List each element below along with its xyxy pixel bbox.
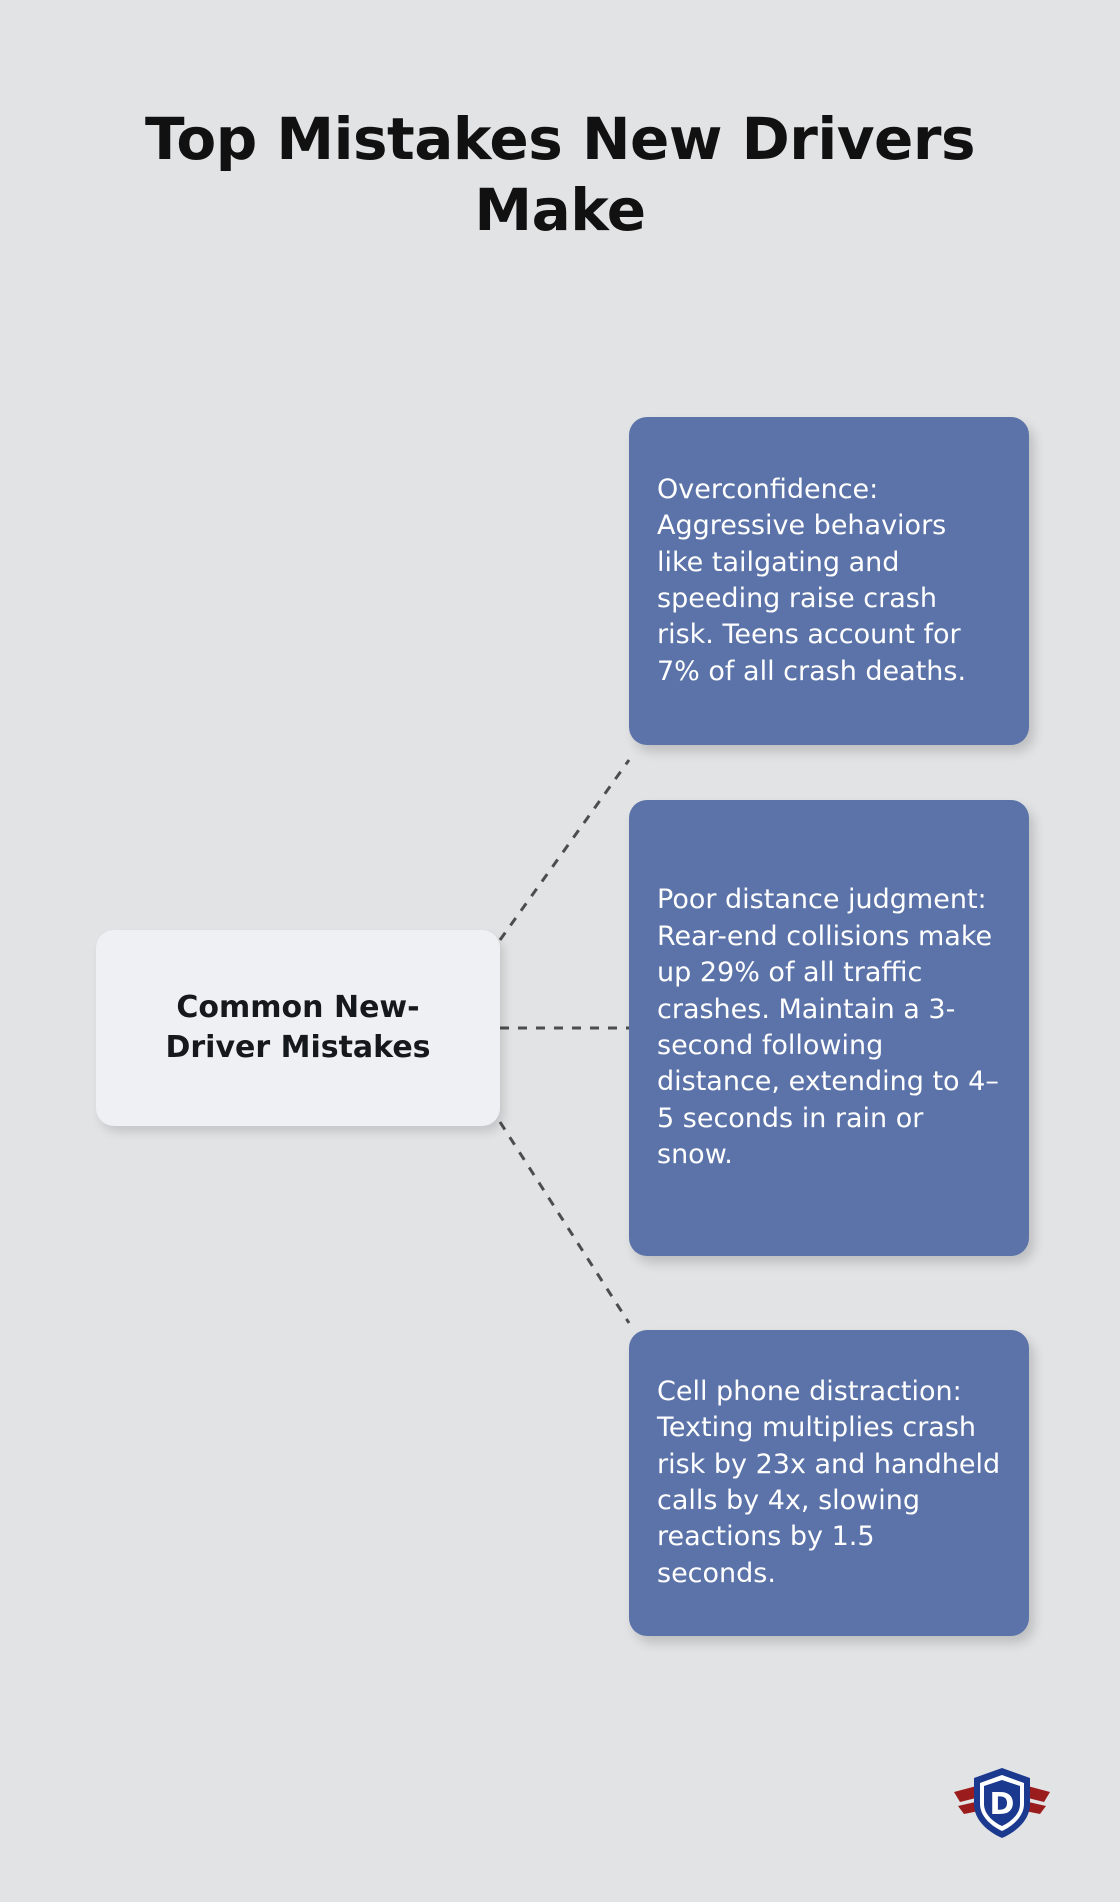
branch-node-text: Overconfidence: Aggressive behaviors like tailgating and speeding raise crash risk. Teens account for 7% of all crash deaths. [657, 473, 967, 687]
page-title: Top Mistakes New Drivers Make [144, 105, 976, 244]
branch-node-poor-distance-judgment[interactable] [629, 800, 1029, 1256]
root-node-label: Common New-Driver Mistakes [165, 990, 431, 1065]
connector-root-to-branch-0 [500, 760, 629, 940]
connector-root-to-branch-2 [500, 1122, 629, 1323]
branch-node-overconfidence[interactable] [629, 417, 1029, 745]
driver-shield-wings-logo [950, 1762, 1054, 1842]
branch-node-cell-phone-distraction[interactable] [629, 1330, 1029, 1636]
logo-letter: D [989, 1787, 1015, 1822]
branch-node-text: Cell phone distraction: Texting multiplies crash risk by 23x and handheld calls by 4x, slowing reactions by 1.5 seconds. [657, 1375, 1001, 1589]
branch-node-text: Poor distance judgment: Rear-end collisions make up 29% of all traffic crashes. Maintain a 3-second following distance, extending to 4–5 seconds in rain or snow. [657, 884, 999, 1171]
root-node[interactable] [96, 930, 500, 1126]
